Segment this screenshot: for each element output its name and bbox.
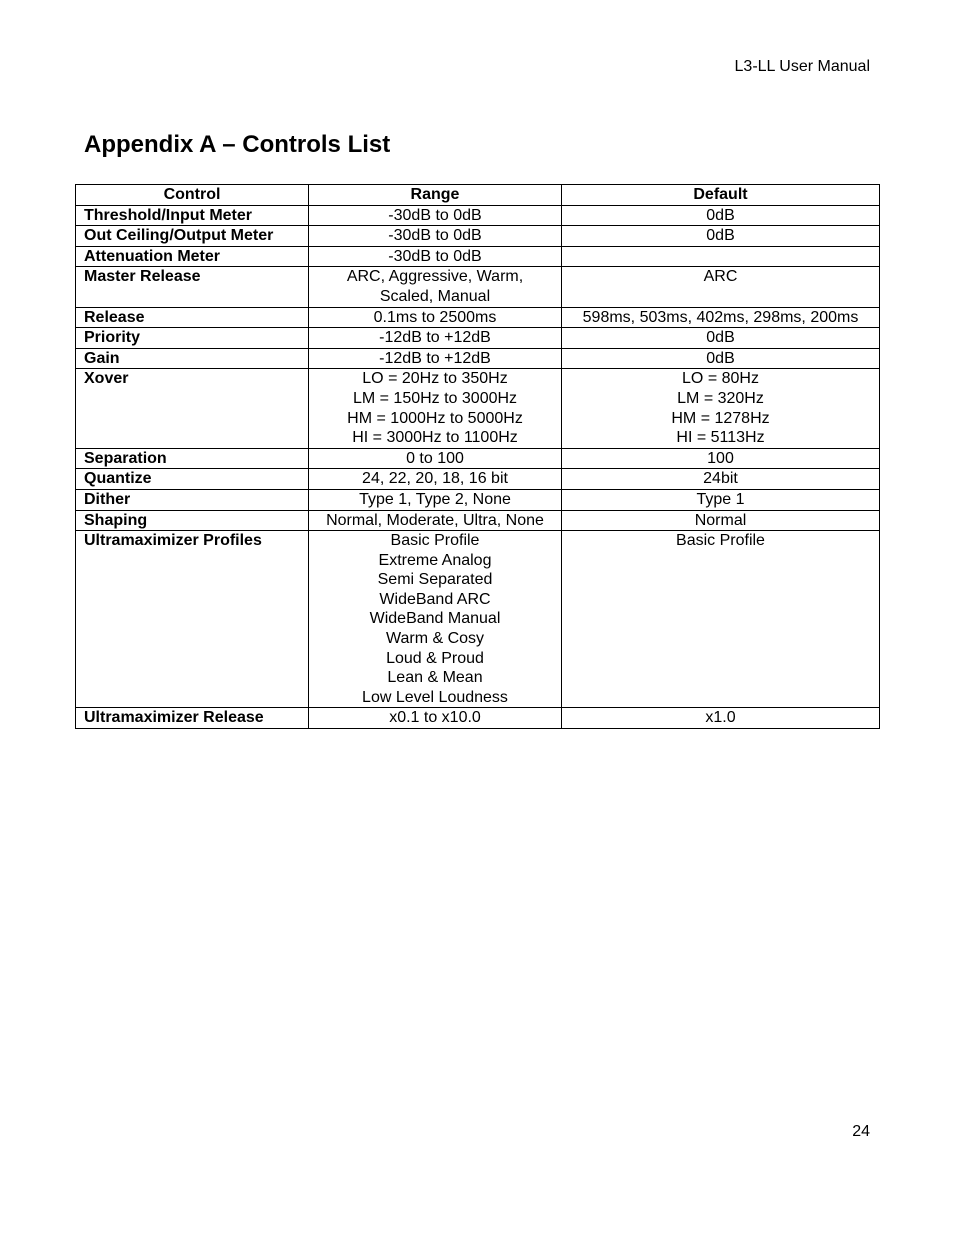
table-row	[76, 448, 880, 469]
controls-table	[75, 184, 880, 729]
range-cell-line: Extreme Analog	[378, 551, 492, 569]
range-cell-line: Warm & Cosy	[385, 630, 485, 648]
range-cell-line: Semi Separated	[377, 571, 493, 589]
range-cell-line: ARC, Aggressive, Warm,	[346, 268, 524, 286]
default-cell	[562, 708, 880, 729]
control-name-cell: Release	[76, 307, 309, 328]
column-header-range: Range	[309, 185, 562, 206]
running-header: L3-LL User Manual	[734, 58, 870, 75]
table-body	[76, 205, 880, 728]
table-row	[76, 348, 880, 369]
range-cell	[309, 448, 562, 469]
default-cell-line: Basic Profile	[676, 532, 765, 550]
range-cell-line: 24, 22, 20, 18, 16 bit	[362, 470, 508, 488]
control-name-cell: Master Release	[76, 267, 309, 307]
control-name-cell: Shaping	[76, 510, 309, 531]
range-cell-line: Basic Profile	[390, 532, 480, 550]
range-cell	[309, 267, 562, 307]
range-cell-line: -30dB to 0dB	[388, 227, 482, 245]
default-cell-line: LO = 80Hz	[682, 370, 759, 388]
range-cell-line: LM = 150Hz to 3000Hz	[352, 389, 518, 407]
default-cell	[562, 531, 880, 708]
control-name-cell: Ultramaximizer Profiles	[76, 531, 309, 708]
table-row	[76, 369, 880, 448]
range-cell-line: LO = 20Hz to 350Hz	[362, 370, 508, 388]
range-cell-line: Type 1, Type 2, None	[359, 490, 511, 508]
table-row	[76, 328, 880, 349]
control-name-cell: Priority	[76, 328, 309, 349]
range-cell	[309, 205, 562, 226]
page-title: Appendix A – Controls List	[84, 131, 391, 158]
table-row	[76, 469, 880, 490]
default-cell-line: x1.0	[705, 709, 736, 727]
range-cell-line: HI = 3000Hz to 1100Hz	[352, 429, 518, 447]
default-cell-line: 598ms, 503ms, 402ms, 298ms, 200ms	[582, 308, 859, 326]
default-cell	[562, 369, 880, 448]
column-header-default: Default	[562, 185, 880, 206]
page-number: 24	[852, 1123, 870, 1140]
range-cell	[309, 510, 562, 531]
default-cell	[562, 448, 880, 469]
default-cell	[562, 489, 880, 510]
default-cell	[562, 328, 880, 349]
table-row	[76, 489, 880, 510]
default-cell-line: ARC	[703, 268, 738, 286]
range-cell-line: Loud & Proud	[386, 649, 484, 667]
range-cell-line: -30dB to 0dB	[388, 206, 482, 224]
table-row	[76, 510, 880, 531]
default-cell	[562, 469, 880, 490]
default-cell-line: LM = 320Hz	[677, 389, 764, 407]
range-cell	[309, 307, 562, 328]
default-cell-line: 100	[707, 449, 734, 467]
table-row	[76, 267, 880, 307]
control-name-cell: Dither	[76, 489, 309, 510]
default-cell-line: 0dB	[706, 329, 735, 347]
range-cell-line: HM = 1000Hz to 5000Hz	[347, 409, 523, 427]
default-cell-line: 0dB	[706, 227, 735, 245]
range-cell-line: Lean & Mean	[387, 669, 483, 687]
default-cell	[562, 510, 880, 531]
default-cell-line: HI = 5113Hz	[676, 429, 765, 447]
default-cell-line: 0dB	[706, 206, 735, 224]
table-row	[76, 226, 880, 247]
range-cell-line: Low Level Loudness	[362, 688, 508, 706]
default-cell-line: 24bit	[703, 470, 738, 488]
range-cell-line: Scaled, Manual	[379, 287, 491, 305]
range-cell-line: -12dB to +12dB	[379, 329, 491, 347]
default-cell-line: 0dB	[706, 349, 735, 367]
default-cell-line: Type 1	[696, 490, 745, 508]
default-cell-line: HM = 1278Hz	[671, 409, 770, 427]
default-cell	[562, 307, 880, 328]
control-name-cell: Xover	[76, 369, 309, 448]
default-cell	[562, 246, 880, 267]
default-cell	[562, 348, 880, 369]
control-name-cell: Threshold/Input Meter	[76, 205, 309, 226]
control-name-cell: Quantize	[76, 469, 309, 490]
table-row	[76, 307, 880, 328]
column-header-control: Control	[76, 185, 309, 206]
range-cell	[309, 531, 562, 708]
range-cell-line: x0.1 to x10.0	[389, 709, 481, 727]
range-cell	[309, 246, 562, 267]
default-cell	[562, 267, 880, 307]
default-cell-line	[562, 247, 879, 267]
table-row	[76, 205, 880, 226]
table-row	[76, 246, 880, 267]
range-cell	[309, 226, 562, 247]
range-cell-line: -30dB to 0dB	[388, 247, 482, 265]
range-cell-line: WideBand Manual	[369, 610, 501, 628]
control-name-cell: Attenuation Meter	[76, 246, 309, 267]
default-cell	[562, 226, 880, 247]
table-row	[76, 708, 880, 729]
range-cell-line: Normal, Moderate, Ultra, None	[326, 511, 544, 529]
table-row	[76, 531, 880, 708]
range-cell	[309, 489, 562, 510]
range-cell-line: -12dB to +12dB	[379, 349, 491, 367]
range-cell-line: 0 to 100	[406, 449, 464, 467]
range-cell	[309, 708, 562, 729]
range-cell	[309, 369, 562, 448]
default-cell	[562, 205, 880, 226]
range-cell-line: WideBand ARC	[379, 590, 491, 608]
control-name-cell: Ultramaximizer Release	[76, 708, 309, 729]
table-header-row	[76, 185, 880, 206]
default-cell-line: Normal	[694, 511, 747, 529]
range-cell	[309, 328, 562, 349]
control-name-cell: Separation	[76, 448, 309, 469]
range-cell-line: 0.1ms to 2500ms	[373, 308, 497, 326]
range-cell	[309, 348, 562, 369]
control-name-cell: Gain	[76, 348, 309, 369]
control-name-cell: Out Ceiling/Output Meter	[76, 226, 309, 247]
range-cell	[309, 469, 562, 490]
